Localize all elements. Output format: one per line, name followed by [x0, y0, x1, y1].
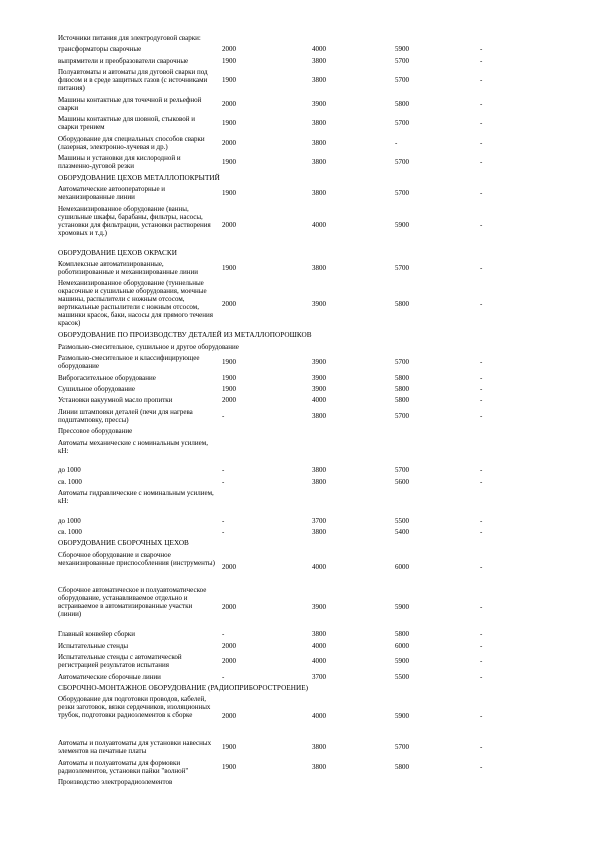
value-v1: 1900 [222, 76, 236, 85]
value-v4: - [480, 396, 483, 405]
value-v1: 1900 [222, 263, 236, 272]
value-v3: 5700 [395, 56, 409, 65]
value-v4: - [480, 477, 483, 486]
table-row [0, 135, 595, 151]
value-v3: 5700 [395, 189, 409, 198]
value-v1: 1900 [222, 119, 236, 128]
value-v3: 5400 [395, 527, 409, 536]
subheading: Прессовое оборудование [58, 427, 133, 436]
value-v2: 3800 [312, 76, 326, 85]
table-row [0, 551, 595, 584]
value-v3: 5500 [395, 672, 409, 681]
value-v3: 5700 [395, 119, 409, 128]
value-v3: 5700 [395, 358, 409, 367]
value-v1: 1900 [222, 158, 236, 167]
row-description: Линии штамповки деталей (печи для нагрева подштамповку, прессы) [58, 407, 193, 424]
value-v2: 3800 [312, 527, 326, 536]
row-description: Полуавтоматы и автоматы для дуговой сварки под флюсом и в среде защитных газов (с источниками питания) [58, 68, 208, 93]
value-v2: 3800 [312, 743, 326, 752]
value-v4: - [480, 743, 483, 752]
value-v4: - [480, 138, 483, 147]
table-row [0, 517, 595, 525]
value-v4: - [480, 762, 483, 771]
value-v2: 4000 [312, 562, 326, 571]
row-description: Немеханизированное оборудование (туннельные окрасочные и сушильные оборудования, моечные машины, распылители с ножным отсосом, вертикальные распылители с ножным отсосом, машинки красок, баки, насосы для прямого течения красок) [58, 279, 213, 328]
value-v4: - [480, 56, 483, 65]
value-v1: - [222, 672, 225, 681]
value-v3: 5700 [395, 743, 409, 752]
value-v2: 4000 [312, 641, 326, 650]
row-description: трансформаторы сварочные [58, 45, 142, 54]
row-description: Испытательные стенды с автоматической регистрацией результатов испытания [58, 653, 182, 670]
value-v2: 3800 [312, 158, 326, 167]
value-v3: 6000 [395, 562, 409, 571]
row-description: Автоматические сборочные линии [58, 672, 161, 681]
value-v3: 5800 [395, 396, 409, 405]
value-v1: 2000 [222, 562, 236, 571]
value-v3: 5800 [395, 99, 409, 108]
value-v1: 2000 [222, 138, 236, 147]
value-v3: 5800 [395, 630, 409, 639]
table-row [0, 396, 595, 404]
value-v3: 5900 [395, 602, 409, 611]
table-row [0, 630, 595, 638]
value-v4: - [480, 527, 483, 536]
table-row [0, 68, 595, 92]
table-row [0, 385, 595, 393]
value-v4: - [480, 373, 483, 382]
value-v3: 5900 [395, 657, 409, 666]
row-description: Автоматы гидравлические с номинальным усилием, кН: [58, 488, 214, 505]
row-description: Комплексные автоматизированные, роботизированные и механизированные линии [58, 259, 198, 276]
value-v2: 3800 [312, 263, 326, 272]
value-v1: 1900 [222, 373, 236, 382]
value-v2: 3900 [312, 99, 326, 108]
value-v3: 5900 [395, 220, 409, 229]
value-v1: 2000 [222, 220, 236, 229]
subheading: Производство электрорадиоэлементов [58, 778, 173, 787]
value-v2: 4000 [312, 711, 326, 720]
value-v1: - [222, 630, 225, 639]
table-row [0, 695, 595, 736]
row-description: Машины и установки для кислородной и плазменно-дуговой резки [58, 154, 181, 171]
table-row [0, 466, 595, 474]
value-v1: 2000 [222, 711, 236, 720]
table-row [0, 739, 595, 755]
table-row [0, 115, 595, 131]
table-row [0, 354, 595, 370]
value-v3: 5800 [395, 385, 409, 393]
value-v3: 5800 [395, 373, 409, 382]
table-row [0, 185, 595, 201]
value-v1: - [222, 516, 225, 525]
row-description: выпрямители и преобразователи сварочные [58, 56, 189, 65]
value-v2: 4000 [312, 220, 326, 229]
row-description: Сборочное автоматическое и полуавтоматическое оборудование, устанавливаемое отдельно и встраиваемое в автоматизированные участки (линии) [58, 586, 207, 619]
table-row [0, 154, 595, 170]
row-description: Автоматические автооператорные и механизированные линии [58, 185, 166, 202]
value-v2: 3800 [312, 56, 326, 65]
row-description: Оборудование для подготовки проводов, кабелей, резки заготовок, вязки сердечников, изоляционных трубок, подготовки радиоэлементов к сборке [58, 695, 211, 720]
value-v1: 2000 [222, 657, 236, 666]
row-description: Сушильное оборудование [58, 385, 136, 393]
value-v3: 5700 [395, 263, 409, 272]
value-v4: - [480, 158, 483, 167]
row-description: Виброгасительное оборудование [58, 373, 156, 382]
value-v1: 1900 [222, 358, 236, 367]
table-row [0, 279, 595, 328]
row-description: Автоматы и полуавтоматы для формовки радиоэлементов, установки пайки "волной" [58, 758, 189, 775]
value-v1: - [222, 477, 225, 486]
subheading: Источники питания для электродуговой сварки: [58, 34, 201, 42]
value-v3: 5600 [395, 477, 409, 486]
value-v2: 3800 [312, 630, 326, 639]
value-v4: - [480, 672, 483, 681]
table-row [0, 260, 595, 276]
value-v4: - [480, 220, 483, 229]
row-description: св. 1000 [58, 477, 82, 486]
row-description: Установки вакуумной масло пропитки [58, 396, 173, 405]
value-v1: - [222, 466, 225, 475]
row-description: Сборочное оборудование и сварочное механизированные приспособленния (инструменты) [58, 550, 215, 567]
value-v2: 4000 [312, 657, 326, 666]
value-v4: - [480, 119, 483, 128]
value-v3: 5700 [395, 411, 409, 420]
value-v3: 5700 [395, 76, 409, 85]
value-v1: 2000 [222, 99, 236, 108]
value-v2: 3900 [312, 373, 326, 382]
value-v2: 3900 [312, 602, 326, 611]
value-v3: 5900 [395, 711, 409, 720]
value-v4: - [480, 358, 483, 367]
table-row [0, 96, 595, 112]
value-v1: 1900 [222, 762, 236, 771]
row-description: Немеханизированное оборудование (ванны, сушильные шкафы, барабаны, фильтры, насосы, установки для фильтрации, установки растворения хромовых и т.д.) [58, 204, 211, 237]
value-v4: - [480, 630, 483, 639]
table-row [0, 759, 595, 775]
table-row [0, 205, 595, 246]
row-description: Главный конвейер сборки [58, 630, 136, 639]
row-description: Оборудование для специальных способов сварки (лазерная, электронно-лучевая и др.) [58, 134, 205, 151]
value-v4: - [480, 516, 483, 525]
value-v1: 2000 [222, 299, 236, 308]
row-description: Размольно-смесительное и классифицирующее оборудование [58, 354, 200, 371]
row-description: до 1000 [58, 466, 81, 475]
value-v2: 4000 [312, 396, 326, 405]
table-row [0, 478, 595, 486]
value-v3: 5800 [395, 299, 409, 308]
table-row [0, 673, 595, 681]
value-v2: 3800 [312, 119, 326, 128]
value-v4: - [480, 411, 483, 420]
section-heading: СБОРОЧНО-МОНТАЖНОЕ ОБОРУДОВАНИЕ (РАДИОПРИБОРОСТРОЕНИЕ) [58, 683, 309, 692]
value-v2: 3900 [312, 385, 326, 393]
value-v1: 2000 [222, 641, 236, 650]
value-v4: - [480, 562, 483, 571]
value-v4: - [480, 711, 483, 720]
row-description: св. 1000 [58, 527, 82, 536]
section-heading: ОБОРУДОВАНИЕ ЦЕХОВ МЕТАЛЛОПОКРЫТИЙ [58, 173, 220, 182]
value-v4: - [480, 99, 483, 108]
table-row [0, 439, 595, 463]
value-v2: 3800 [312, 411, 326, 420]
table-row [0, 374, 595, 382]
table-row [0, 45, 595, 53]
table-row [0, 642, 595, 650]
table-row [0, 57, 595, 65]
row-description: до 1000 [58, 516, 81, 525]
value-v2: 3800 [312, 477, 326, 486]
value-v1: 1900 [222, 743, 236, 752]
table-row [0, 489, 595, 513]
value-v4: - [480, 657, 483, 666]
value-v2: 3800 [312, 762, 326, 771]
table-row [0, 653, 595, 669]
value-v4: - [480, 76, 483, 85]
value-v1: - [222, 527, 225, 536]
table-row [0, 528, 595, 536]
value-v1: 1900 [222, 56, 236, 65]
value-v2: 3900 [312, 358, 326, 367]
value-v4: - [480, 466, 483, 475]
value-v3: 5800 [395, 762, 409, 771]
row-description: Машины контактные для шовной, стыковой и сварки трением [58, 115, 196, 132]
value-v3: 5500 [395, 516, 409, 525]
value-v3: 5700 [395, 158, 409, 167]
value-v3: 6000 [395, 641, 409, 650]
value-v4: - [480, 263, 483, 272]
value-v4: - [480, 299, 483, 308]
row-description: Машины контактные для точечной и рельефной сварки [58, 95, 202, 112]
value-v2: 3800 [312, 138, 326, 147]
value-v1: - [222, 411, 225, 420]
section-heading: ОБОРУДОВАНИЕ СБОРОЧНЫХ ЦЕХОВ [58, 539, 189, 548]
value-v2: 4000 [312, 45, 326, 54]
value-v1: 2000 [222, 45, 236, 54]
section-heading: ОБОРУДОВАНИЕ ПО ПРОИЗВОДСТВУ ДЕТАЛЕЙ ИЗ МЕТАЛЛОПОРОШКОВ [58, 331, 312, 340]
value-v4: - [480, 641, 483, 650]
value-v3: - [395, 138, 398, 147]
section-heading: ОБОРУДОВАНИЕ ЦЕХОВ ОКРАСКИ [58, 248, 177, 257]
value-v3: 5700 [395, 466, 409, 475]
value-v2: 3700 [312, 672, 326, 681]
table-row [0, 586, 595, 627]
value-v1: 1900 [222, 189, 236, 198]
value-v1: 1900 [222, 385, 236, 393]
table-row [0, 408, 595, 424]
value-v1: 2000 [222, 396, 236, 405]
value-v3: 5900 [395, 45, 409, 54]
value-v4: - [480, 602, 483, 611]
value-v1: 2000 [222, 602, 236, 611]
subheading: Размольно-смесительное, сушильное и другое оборудование [58, 342, 239, 351]
row-description: Испытательные стенды [58, 641, 129, 650]
value-v2: 3900 [312, 299, 326, 308]
row-description: Автоматы и полуавтоматы для установки навесных элементов на печатные платы [58, 739, 212, 756]
value-v2: 3800 [312, 466, 326, 475]
value-v4: - [480, 385, 483, 393]
value-v2: 3700 [312, 516, 326, 525]
value-v2: 3800 [312, 189, 326, 198]
value-v4: - [480, 45, 483, 54]
value-v4: - [480, 189, 483, 198]
row-description: Автоматы механические с номинальным усилием, кН: [58, 438, 208, 455]
